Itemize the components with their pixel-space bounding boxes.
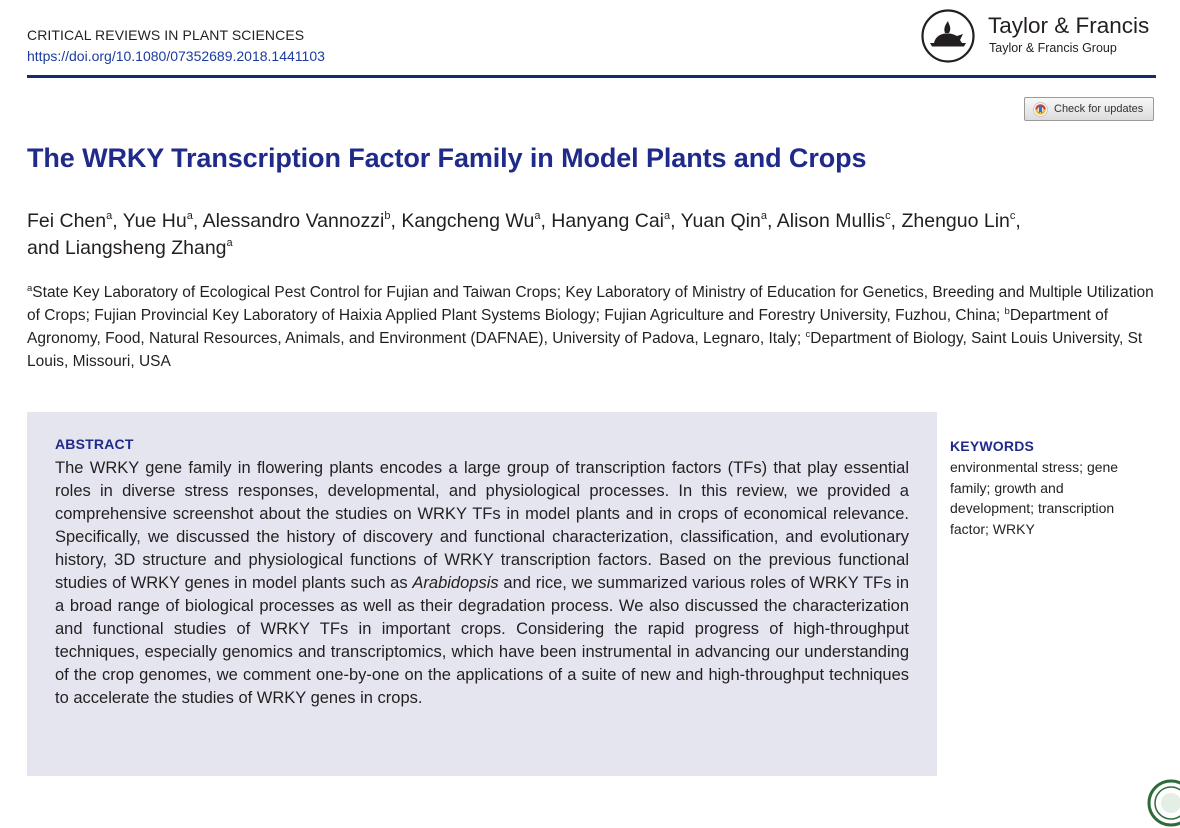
author-name: Yuan Qin bbox=[680, 210, 761, 232]
affiliation-mark: b bbox=[1004, 306, 1010, 317]
publisher-group: Taylor & Francis Group bbox=[989, 41, 1117, 55]
abstract-text: The WRKY gene family in flowering plants encodes a large group of transcription factors (TFs) that play essential roles in diverse stress responses, developmental, and physiological processes. In this review, we provided a comprehensive screenshot about the studies on WRKY TFs in model plants and in crops of economical relevance. Specifically, we discussed the history of discovery and functional characterization, classification, and evolutionary history, 3D structure and physiological functions of WRKY transcription factors. Based on the previous functional studies of WRKY genes in model plants such as Arabidopsis and rice, we summarized various roles of WRKY TFs in a broad range of biological processes as well as their degradation process. We also discussed the characterization and functional studies of WRKY TFs in important crops. Considering the rapid progress of high-throughput techniques, especially genomics and transcriptomics, which have been instrumental in advancing our understanding of the crop genomes, we comment one-by-one on the applications of a suite of new and high-throughput techniques to accelerate the studies of WRKY genes in crops. bbox=[55, 459, 909, 707]
affiliations bbox=[27, 281, 1162, 373]
author-name: Yue Hu bbox=[122, 210, 187, 232]
affiliation-mark: a bbox=[226, 237, 233, 249]
italic-species-name: Arabidopsis bbox=[412, 574, 499, 592]
journal-badge-icon bbox=[1146, 778, 1180, 828]
author-name: Zhenguo Lin bbox=[901, 210, 1010, 232]
taylor-francis-lamp-icon bbox=[921, 9, 975, 63]
check-for-updates-button[interactable] bbox=[1024, 97, 1154, 121]
affiliation-mark: c bbox=[805, 329, 811, 340]
author-list: Fei Chen$^a$, Yue Hu$^a$, Alessandro Vannozzi$^b$, Kangcheng Wu$^a$, Hanyang Cai$^a$, Yuan Qin$^a$, Alison Mullis$^c$, Zhenguo Lin$^c$, and Liangsheng Zhang$^a$ bbox=[27, 210, 1021, 259]
affiliation-text: Department of Agronomy, Food, Natural Resources, Animals, and Environment (DAFNAE), University of Padova, Legnaro, Italy; bbox=[27, 307, 1109, 347]
affiliation-mark: c bbox=[885, 210, 891, 222]
author-name: Kangcheng Wu bbox=[401, 210, 535, 232]
article-title: The WRKY Transcription Factor Family in Model Plants and Crops bbox=[27, 143, 867, 173]
keywords-heading: KEYWORDS bbox=[950, 438, 1035, 454]
affiliation-mark: a bbox=[106, 210, 113, 222]
crossmark-icon bbox=[1033, 102, 1048, 117]
affiliation-mark: a bbox=[760, 210, 767, 222]
check-for-updates-label: Check for updates bbox=[1054, 103, 1144, 115]
affiliation-mark: a bbox=[664, 210, 671, 222]
affiliation-text: State Key Laboratory of Ecological Pest Control for Fujian and Taiwan Crops; Key Laboratory of Ministry of Education for Genetics, Breeding and Multiple Utilization of Crops; Fujian Provincial Key Laboratory of Haixia Applied Plant Systems Biology; Fujian Agriculture and Forestry University, Fuzhou, China; bbox=[27, 284, 1154, 324]
affiliation-mark: a bbox=[27, 283, 33, 294]
keywords-list: environmental stress; gene family; growth and development; transcription factor; WRKY bbox=[950, 459, 1119, 537]
affiliation-mark: b bbox=[384, 210, 391, 222]
abstract-heading: ABSTRACT bbox=[55, 436, 134, 452]
header-divider bbox=[27, 75, 1156, 78]
author-name: Alessandro Vannozzi bbox=[202, 210, 385, 232]
author-name: Hanyang Cai bbox=[551, 210, 665, 232]
journal-name: CRITICAL REVIEWS IN PLANT SCIENCES bbox=[27, 27, 305, 43]
affiliation-mark: c bbox=[1009, 210, 1016, 222]
affiliation-mark: a bbox=[186, 210, 193, 222]
author-name: Alison Mullis bbox=[776, 210, 886, 232]
doi-link[interactable]: https://doi.org/10.1080/07352689.2018.1441103 bbox=[27, 48, 325, 64]
author-name: Fei Chen bbox=[27, 210, 107, 232]
author-name: and Liangsheng Zhang bbox=[27, 237, 227, 259]
affiliation-mark: a bbox=[534, 210, 541, 222]
affiliation-text: Department of Biology, Saint Louis University, St Louis, Missouri, USA bbox=[27, 330, 1143, 370]
publisher-name: Taylor & Francis bbox=[988, 13, 1150, 38]
